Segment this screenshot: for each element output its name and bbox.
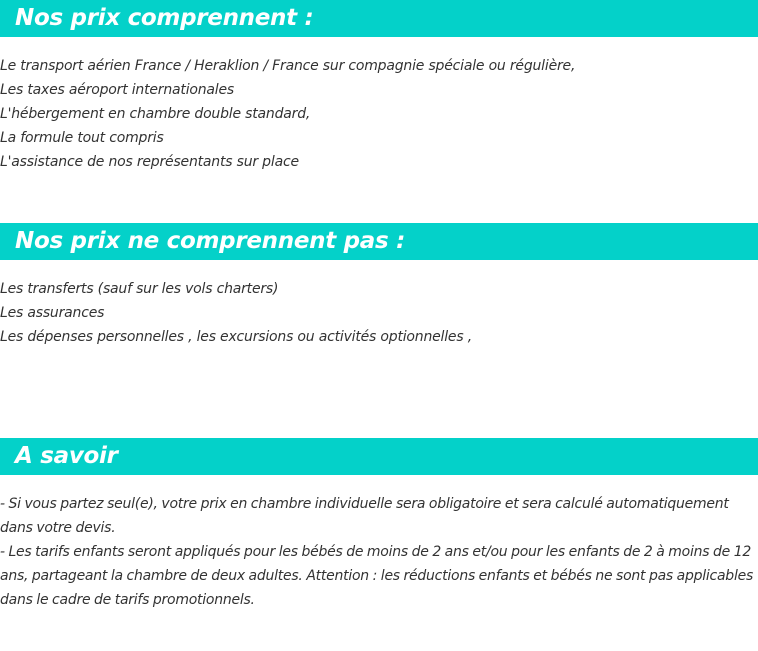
included-item: La formule tout compris — [0, 130, 164, 146]
section-header-included: Nos prix comprennent : — [0, 0, 758, 37]
not-included-item: Les transferts (sauf sur les vols charters) — [0, 281, 279, 297]
section-header-a-savoir: A savoir — [0, 438, 758, 475]
info-paragraph-child-rates: - Les tarifs enfants seront appliqués pour les bébés de moins de 2 ans et/ou pour les enfants de 2 à moins de 12 ans, partageant la chambre de deux adultes. Attention : les réductions enfants et bébés ne sont pas applicables dans le cadre de tarifs promotionnels. — [0, 544, 753, 608]
not-included-item: Les assurances — [0, 305, 105, 321]
included-item: L'assistance de nos représentants sur place — [0, 154, 299, 170]
included-item: Le transport aérien France / Heraklion / France sur compagnie spéciale ou régulière, — [0, 58, 576, 74]
not-included-item: Les dépenses personnelles , les excursions ou activités optionnelles , — [0, 329, 472, 345]
included-item: L'hébergement en chambre double standard, — [0, 106, 311, 122]
section-header-not-included: Nos prix ne comprennent pas : — [0, 223, 758, 260]
included-item: Les taxes aéroport internationales — [0, 82, 234, 98]
info-paragraph-single-room: - Si vous partez seul(e), votre prix en chambre individuelle sera obligatoire et sera calculé automatiquement dans votre devis. — [0, 496, 729, 536]
